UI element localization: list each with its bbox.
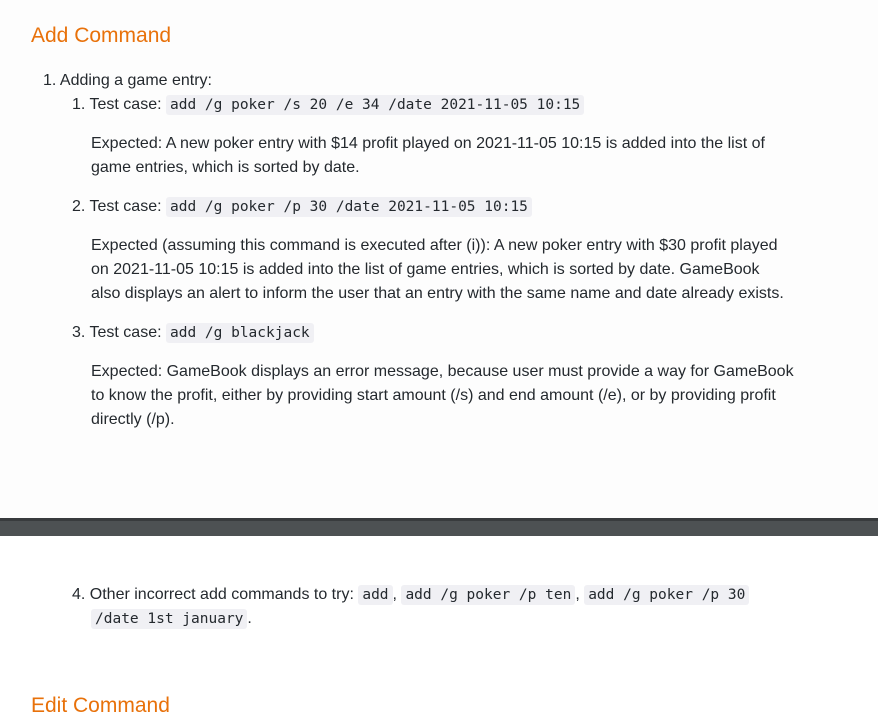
expected-1-line-1: Expected: A new poker entry with $14 profit played on 2021-11-05 10:15 is added into the list of <box>91 135 765 152</box>
section-title-add-command: Add Command <box>31 24 172 47</box>
test-case-2-code: add /g poker /p 30 /date 2021-11-05 10:15 <box>166 197 532 217</box>
test-case-2-label: 2. Test case: <box>72 198 166 215</box>
test-case-4-code-3b: /date 1st january <box>91 609 247 629</box>
expected-3-line-3: directly (/p). <box>91 411 175 428</box>
test-case-4 <box>72 583 749 607</box>
list-item-adding-game-entry: 1. Adding a game entry: <box>43 72 212 89</box>
test-case-1-code: add /g poker /s 20 /e 34 /date 2021-11-05 10:15 <box>166 95 584 115</box>
page-break-divider <box>0 518 878 536</box>
test-case-4-code-1: add <box>358 585 392 605</box>
expected-2-line-2: on 2021-11-05 10:15 is added into the list of game entries, which is sorted by date. GameBook <box>91 261 760 278</box>
expected-2-line-3: also displays an alert to inform the user that an entry with the same name and date already exists. <box>91 285 784 302</box>
expected-1-line-2: game entries, which is sorted by date. <box>91 159 360 176</box>
test-case-4-end: . <box>247 610 252 627</box>
test-case-3-label: 3. Test case: <box>72 324 166 341</box>
test-case-4-code-2: add /g poker /p ten <box>401 585 575 605</box>
expected-3-line-2: to know the profit, either by providing start amount (/s) and end amount (/e), or by providing profit <box>91 387 776 404</box>
test-case-3 <box>72 321 314 345</box>
page-bottom <box>0 536 878 717</box>
test-case-4-code-3a: add /g poker /p 30 <box>584 585 749 605</box>
test-case-4-line-2 <box>91 607 252 631</box>
test-case-2 <box>72 195 532 219</box>
expected-2-line-1: Expected (assuming this command is executed after (i)): A new poker entry with $30 profit played <box>91 237 778 254</box>
expected-3-line-1: Expected: GameBook displays an error message, because user must provide a way for GameBook <box>91 363 794 380</box>
test-case-4-label: 4. Other incorrect add commands to try: <box>72 586 359 603</box>
test-case-3-code: add /g blackjack <box>166 323 314 343</box>
test-case-4-sep-2: , <box>575 586 585 603</box>
section-title-edit-command: Edit Command <box>31 694 170 717</box>
test-case-1-label: 1. Test case: <box>72 96 166 113</box>
test-case-4-sep-1: , <box>392 586 402 603</box>
test-case-1 <box>72 93 584 117</box>
